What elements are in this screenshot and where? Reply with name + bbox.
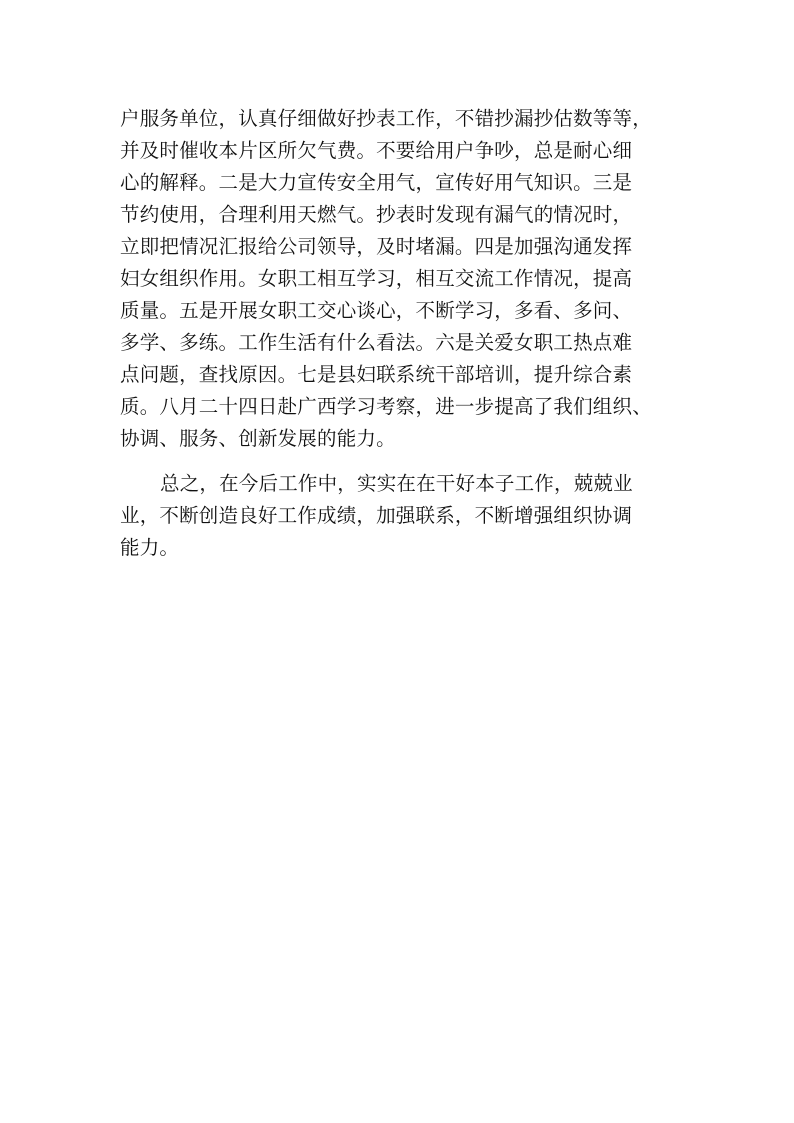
paragraph-spacer xyxy=(120,455,700,468)
text-line: 质量。五是开展女职工交心谈心，不断学习，多看、多问、 xyxy=(120,299,633,322)
text-line: 点问题，查找原因。七是县妇联系统干部培训，提升综合素 xyxy=(120,363,633,386)
text-line: 多学、多练。工作生活有什么看法。六是关爱女职工热点难 xyxy=(120,331,633,354)
text-line: 业，不断创造良好工作成绩，加强联系，不断增强组织协调 xyxy=(120,504,633,527)
text-line: 节约使用，合理利用天燃气。抄表时发现有漏气的情况时， xyxy=(120,203,633,226)
document-body xyxy=(120,103,700,564)
text-line: 总之，在今后工作中，实实在在干好本子工作，兢兢业 xyxy=(160,472,633,495)
paragraph-1 xyxy=(120,103,700,455)
text-line: 协调、服务、创新发展的能力。 xyxy=(120,427,396,450)
paragraph-2 xyxy=(120,468,700,564)
text-line: 立即把情况汇报给公司领导，及时堵漏。四是加强沟通发挥 xyxy=(120,235,633,258)
text-line: 妇女组织作用。女职工相互学习，相互交流工作情况，提高 xyxy=(120,267,633,290)
text-line: 质。八月二十四日赴广西学习考察，进一步提高了我们组织、 xyxy=(120,395,652,418)
text-line: 能力。 xyxy=(120,536,180,559)
text-line: 户服务单位，认真仔细做好抄表工作，不错抄漏抄估数等等， xyxy=(120,107,652,130)
text-line: 并及时催收本片区所欠气费。不要给用户争吵，总是耐心细 xyxy=(120,139,633,162)
text-line: 心的解释。二是大力宣传安全用气，宣传好用气知识。三是 xyxy=(120,171,633,194)
